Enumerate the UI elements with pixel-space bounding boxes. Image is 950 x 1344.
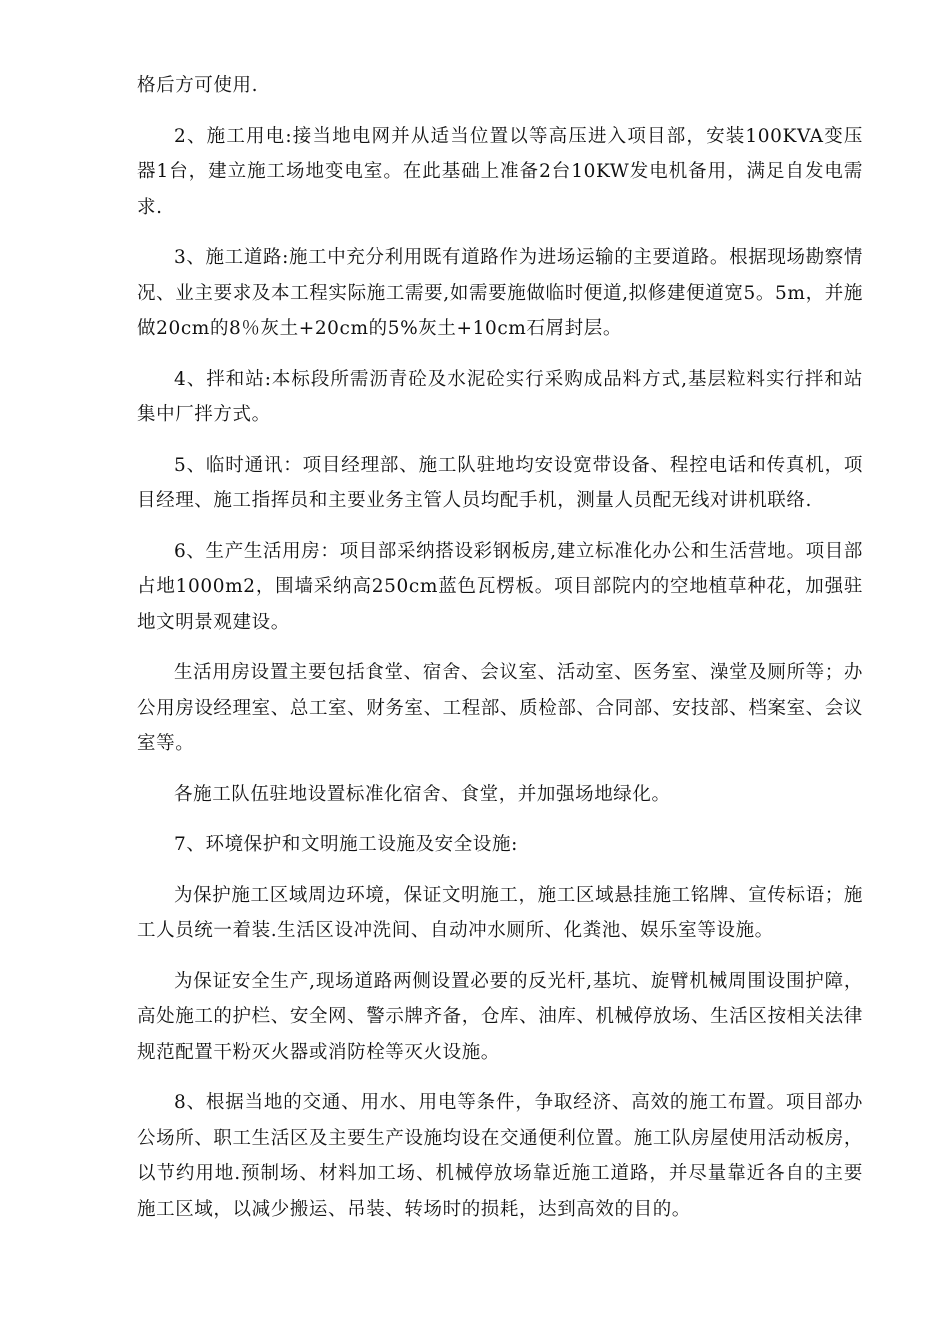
paragraph-communications: 5、临时通讯：项目经理部、施工队驻地均安设宽带设备、程控电话和传真机，项目经理、施工指挥员和主要业务主管人员均配手机，测量人员配无线对讲机联络. [137, 454, 863, 511]
paragraph-construction-roads: 3、施工道路:施工中充分利用既有道路作为进场运输的主要道路。根据现场勘察情况、业主要求及本工程实际施工需要,如需要施做临时便道,拟修建便道宽5。5m，并施做20cm的8％灰土+20cm的5%灰土+10cm石屑封层。 [137, 247, 863, 339]
paragraph-site-layout: 8、根据当地的交通、用水、用电等条件，争取经济、高效的施工布置。项目部办公场所、职工生活区及主要生产设施均设在交通便利位置。施工队房屋使用活动板房，以节约用地.预制场、材料加工场、机械停放场靠近施工道路，并尽量靠近各自的主要施工区域，以减少搬运、吊装、转场时的损耗，达到高效的目的。 [137, 1092, 863, 1220]
paragraph-mixing-station: 4、拌和站:本标段所需沥青砼及水泥砼实行采购成品料方式,基层粒料实行拌和站集中厂拌方式。 [137, 368, 863, 425]
paragraph-safety-facilities: 为保证安全生产,现场道路两侧设置必要的反光杆,基坑、旋臂机械周围设围护障，高处施工的护栏、安全网、警示牌齐备，仓库、油库、机械停放场、生活区按相关法律规范配置干粉灭火器或消防栓等灭火设施。 [137, 970, 863, 1063]
paragraph-power-supply: 2、施工用电:接当地电网并从适当位置以等高压进入项目部，安装100KVA变压器1台，建立施工场地变电室。在此基础上准备2台10KW发电机备用，满足自发电需求. [137, 125, 863, 218]
paragraph-environment-protection: 为保护施工区域周边环境，保证文明施工，施工区域悬挂施工铭牌、宣传标语；施工人员统一着装.生活区设冲洗间、自动冲水厕所、化粪池、娱乐室等设施。 [137, 884, 863, 941]
paragraph-living-offices: 生活用房设置主要包括食堂、宿舍、会议室、活动室、医务室、澡堂及厕所等；办公用房设经理室、总工室、财务室、工程部、质检部、合同部、安技部、档案室、会议室等。 [137, 662, 863, 754]
paragraph-continuation: 格后方可使用. [137, 75, 259, 96]
paragraph-environment-heading: 7、环境保护和文明施工设施及安全设施: [174, 834, 518, 855]
paragraph-team-camps: 各施工队伍驻地设置标准化宿舍、食堂，并加强场地绿化。 [174, 783, 671, 805]
paragraph-housing: 6、生产生活用房：项目部采纳搭设彩钢板房,建立标准化办公和生活营地。项目部占地1000m2，围墙采纳高250cm蓝色瓦楞板。项目部院内的空地植草种花，加强驻地文明景观建设。 [137, 540, 863, 633]
document-page [137, 68, 863, 1242]
